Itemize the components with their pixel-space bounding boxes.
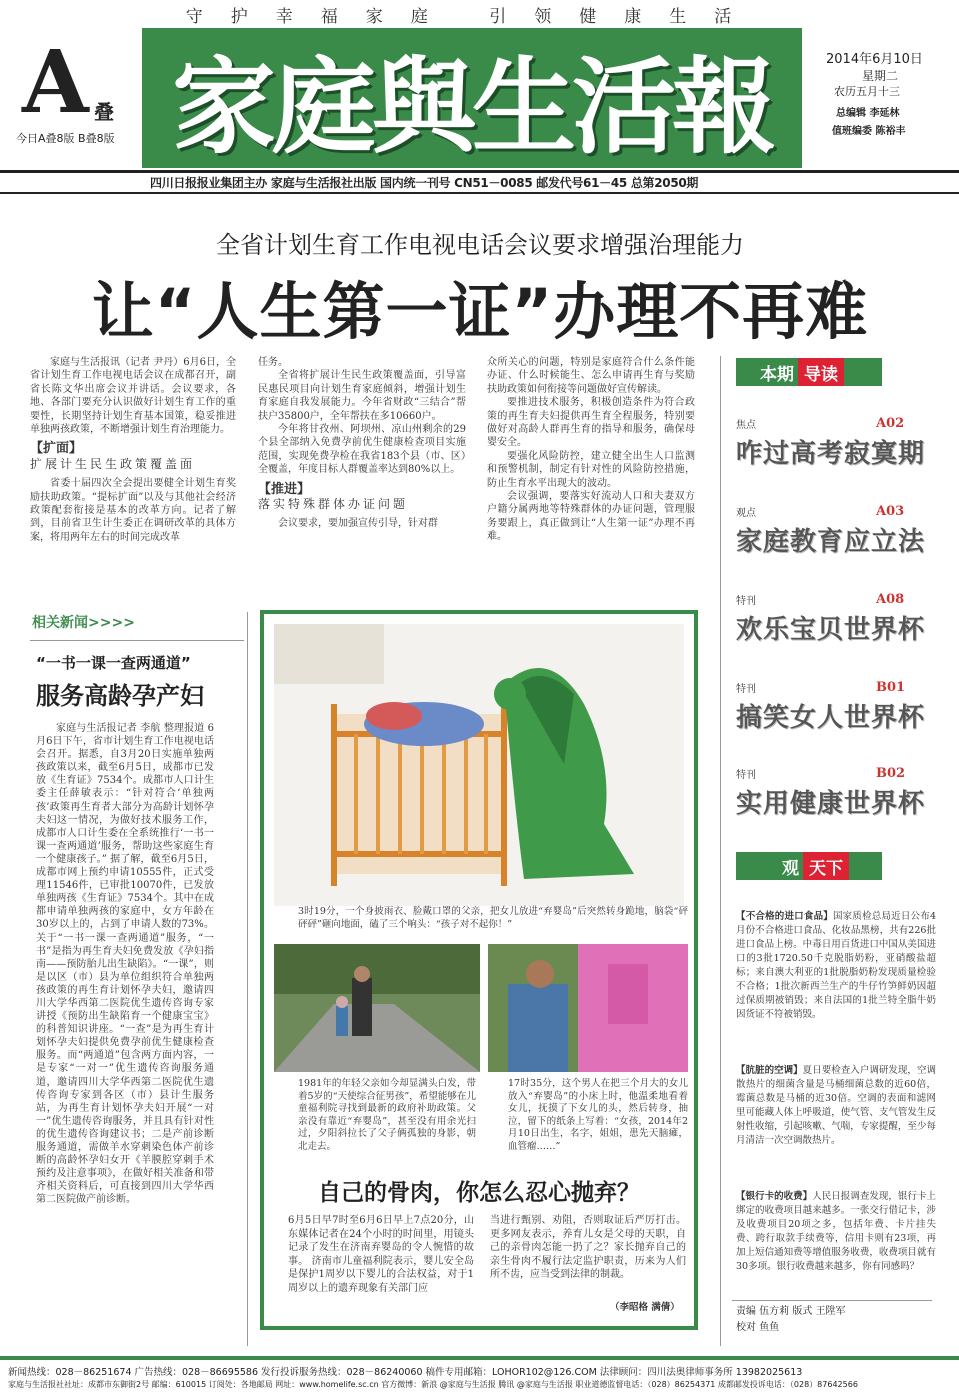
index-tag: 观点 <box>736 508 756 519</box>
index-item[interactable] <box>736 766 956 820</box>
lead-paragraph: 今年将甘孜州、阿坝州、凉山州剩余的29个县全部纳入免费孕前优生健康检查项目实施范围，实现免费孕检在我省183个县（市、区）全覆盖，年度目标人群覆盖率达到80%以上。 <box>258 424 466 476</box>
issue-date: 2014年6月10日 <box>826 52 923 67</box>
index-tag: 特刊 <box>736 684 756 695</box>
weekday: 星期二 <box>862 69 899 83</box>
world-news-body: 国家质检总局近日公布4月份不合格进口食品、化妆品黑榜，共有226批进口食品上榜。中毒日用百货进口中国从美国进口的3批1720.50千克脱脂奶粉，亚硝酸盐超标；来自澳大利亚的1批脱脂奶粉发现质量检验不合格；1批次新西兰生产的牛仔竹笋鲜奶因超过保质期被销毁；来自法国的1批兰特全脂牛奶因货证不符被销毁。 <box>736 911 936 1020</box>
crib-photo-illustration <box>274 624 684 906</box>
index-item[interactable] <box>736 680 956 734</box>
world-news-2 <box>736 1064 936 1148</box>
world-news-body: 人民日报调查发现，银行卡上绑定的收费项目越来越多。一张交行借记卡，涉及收费项目20项之多，包括年费、卡片挂失费、跨行取款手续费等，信用卡则有23项，再加上短信通知费等增值服务收费，收费项目就有30多项。银行收费越来越多，你有同感吗？ <box>736 1191 936 1272</box>
photo-caption-1: 3时19分，一个身披雨衣、脸戴口罩的父亲，把女儿放进“弃婴岛”后突然转身跪地，脑袋“砰砰砰”砸向地面，磕了三个响头：“孩子对不起你！” <box>298 906 688 930</box>
section-subheading: 落实特殊群体办证问题 <box>258 497 409 512</box>
world-header <box>736 852 882 880</box>
photo-story-body-1: 6月5日早7时至6月6日早上7点20分，山东媒体记者在24个小时的时间里，用镜头记录了发生在济南弃婴岛的令人惋惜的故事。 济南市儿童福利院表示，婴儿安全岛是保护1周岁以下婴儿的合法权益，对于1周岁以上的遗弃现象有关部门应 <box>288 1215 474 1294</box>
credits-proofreader: 校对 鱼鱼 <box>736 1322 780 1333</box>
lead-subtitle: 全省计划生育工作电视电话会议要求增强治理能力 <box>216 231 744 259</box>
photo-story-body-2: 当进行甄别、劝阻，否则取证后严厉打击。更多网友表示，养育儿女是父母的天职，自己的亲骨肉怎能一扔了之？家长抛弃自己的亲生骨肉不履行法定监护职责，历来为人们所不齿，应当受到法律的制裁。 <box>490 1215 686 1280</box>
road-photo-illustration <box>274 944 480 1072</box>
lead-paragraph: 会议要求，要加强宣传引导，针对群 <box>278 518 438 530</box>
index-tag: 焦点 <box>736 420 756 431</box>
photo-man-with-baby <box>488 944 688 1072</box>
related-kicker: “一书一课一查两通道” <box>36 654 191 672</box>
credits-editor: 责编 伍方莉 版式 王陞军 <box>736 1306 846 1317</box>
credits <box>736 1304 846 1336</box>
photo-story <box>260 610 698 1330</box>
related-title: 服务高龄孕产妇 <box>36 682 204 710</box>
column-divider <box>247 612 248 1346</box>
index-title: 咋过高考寂寞期 <box>736 439 926 469</box>
lead-paragraph: 众所关心的问题，特别是家庭符合什么条件能办证、什么时候能生、怎么申请再生育与奖励扶助政策如何衔接等问题做好宣传解读。 <box>487 357 695 395</box>
photo-caption-2: 1981年的年轻父亲如今却显满头白发，带着5岁的“天使综合征男孩”，希望能够在儿童福利院寻找到最新的政府补助政策。父亲没有靠近“弃婴岛”，甚至没有用余光扫过，夕阳斜拉长了父子俩孤独的身影，朝北走去。 <box>298 1078 476 1152</box>
photo-father-son <box>274 944 480 1072</box>
world-news-title: 【肮脏的空调】 <box>736 1065 803 1076</box>
lead-paragraph: 会议强调，要落实好流动人口和夫妻双方户籍分属两地等特殊群体的办证问题，管理服务要跟上，真正做到让“人生第一证”办理不再难。 <box>487 491 695 543</box>
world-news-title: 【银行卡的收费】 <box>736 1191 813 1202</box>
related-body <box>36 722 214 1206</box>
world-header-highlight: 天下 <box>803 852 849 880</box>
index-title: 家庭教育应立法 <box>736 527 926 557</box>
lead-headline: 让“人生第一证”办理不再难 <box>91 275 869 348</box>
footer-line-1: 新闻热线：028－86251674 广告热线：028－86695586 发行投诉服务热线：028－86240060 稿件专用邮箱：LOHOR102@126.COM 法律顾问：四川法奥律师事务所 13982025613 <box>8 1367 803 1378</box>
edition-note: 今日A叠8版 B叠8版 <box>16 132 115 145</box>
lunar-date: 农历五月十三 <box>834 85 900 98</box>
world-header-label: 观 <box>782 858 799 879</box>
edition-section: 叠 <box>94 100 114 124</box>
guide-header-highlight: 导读 <box>798 358 844 386</box>
publication-info: 四川日报报业集团主办 家庭与生活报社出版 国内统一刊号 CN51－0085 邮发代号61－45 总第2050期 <box>150 176 699 190</box>
duty-editor: 值班编委 陈裕丰 <box>832 126 906 137</box>
date-block <box>826 52 956 140</box>
top-rule <box>0 170 959 173</box>
section-heading: 【扩面】 <box>30 441 83 457</box>
guide-header-label: 本期 <box>760 364 794 385</box>
chief-editor: 总编辑 李延林 <box>836 108 900 119</box>
index-page: A02 <box>876 416 905 431</box>
section-subheading: 扩展计生民生政策覆盖面 <box>30 456 196 471</box>
index-tag: 特刊 <box>736 770 756 781</box>
world-news-3 <box>736 1190 936 1274</box>
index-tag: 特刊 <box>736 596 756 607</box>
photo-baby-island <box>274 624 684 906</box>
slogan: 守护幸福家庭 引领健康生活 <box>185 7 760 27</box>
related-rule <box>30 640 244 641</box>
lead-column-2 <box>258 356 466 531</box>
photo-story-title: 自己的骨肉，你怎么忍心抛弃？ <box>318 1180 640 1206</box>
photo-byline: （李昭格 满倩） <box>610 1302 680 1313</box>
related-paragraph: 家庭与生活报记者 李航 整理报道 6月6日下午，省市计划生育工作电视电话会召开。据悉，自3月20日实施单独两孩政策以来，截至6月5日，成都市已发放《生育证》7534个。成都市人口计生委主任薛敏表示：“针对符合‘单独两孩’政策再生育者大部分为高龄计划怀孕夫妇这一情况，为做好技术服务工作，成都市人口计生委在全系统推行‘一书一课一查两通道’服务，帮助这些家庭生育一个健康孩子。” 据了解，截至6月5日，成都市网上预约申请10555件，正式受理11546件，已审批10070件，已发放单独两孩《生育证》7534个。其中在成都申请单独两孩的家庭中，女方年龄在30岁以上的，占到了申请人数的73%。 关于“一书一课一查两通道”服务，“一书”是指为再生育夫妇免费发放《孕妇指南——预防胎儿出生缺陷》。“一课”，则是以区（市）县为单位组织符合单独两孩政策的再生育计划怀孕夫妇，邀请四川大学华西第二医院优生遗传咨询专家讲授《预防出生缺陷育一个健康宝宝》的科普知识讲座。“一查”是为再生育计划怀孕夫妇提供免费孕前优生健康检查服务。而“两通道”包含两方面内容，一是专家“一对一”优生遗传咨询服务通道，邀请四川大学华西第二医院优生遗传咨询专家到各区（市）县计生服务站，为再生育计划怀孕夫妇开展“一对一”优生遗传咨询服务，并且具有针对性的优生遗传咨询建议书；二是产前诊断服务通道，需做羊水穿刺染色体产前诊断的高龄怀孕妇女开《羊膜腔穿刺手术预约及注意事项》，在做好相关准备和带齐相关资料后，可直接到四川大学华西第二医院做产前诊断。 <box>36 723 214 1206</box>
world-news-title: 【不合格的进口食品】 <box>736 911 833 922</box>
index-page: A08 <box>876 592 905 607</box>
index-title: 实用健康世界杯 <box>736 789 926 819</box>
edition-letter: A <box>22 32 89 133</box>
lead-paragraph: 家庭与生活报讯（记者 尹丹）6月6日，全省计划生育工作电视电话会议在成都召开，副省长陈文华出席会议并讲话。会议要求，各地、各部门要充分认识做好计划生育工作的重要性，长期坚持计划生育基本国策，稳妥推进单独两孩政策，不断增强计划生育治理能力。 <box>30 357 236 436</box>
photo-caption-3: 17时35分，这个男人在把三个月大的女儿放入“弃婴岛”的小床上时，他温柔地看着女儿，抚摸了下女儿的头，然后转身，抽泣，留下的纸条上写着：“女孩，2014年2月10日出生，名字，姐姐，患先天脑瘫，血管瘤……” <box>508 1078 688 1152</box>
section-heading: 【推进】 <box>258 481 311 497</box>
world-news-body: 夏日要检查入户调研发现，空调散热片的细菌含量是马桶细菌总数的近60倍，霉菌总数是马桶的近30倍。空调的表面和滤网里可能藏人体上呼吸道，使气管、支气管发生反射性收缩，引起咳嗽、气喘，专家提醒，至少每月清洁一次空调散热片。 <box>736 1065 936 1146</box>
index-page: A03 <box>876 504 905 519</box>
index-item[interactable] <box>736 504 956 558</box>
guide-header <box>736 358 882 386</box>
lead-paragraph: 全省将扩展计生民生政策覆盖面，引导富民惠民项目向计划生育家庭倾斜，增强计划生育家庭自我发展能力。今年省财政“三结合”帮扶户35800户，全年帮扶在多10660户。 <box>258 370 466 422</box>
index-item[interactable] <box>736 416 956 470</box>
column-divider <box>720 356 721 1346</box>
index-page: B02 <box>876 766 906 781</box>
lead-paragraph: 省委十届四次全会提出要健全计划生育奖励扶助政策。“提标扩面”以及与其他社会经济政策配套衔接是基本的改革方向。记者了解到，目前省卫生计生委正在调研改革的具体方案，将用两年左右的时间完成改革 <box>30 478 236 543</box>
lead-column-1 <box>30 356 236 544</box>
related-news-label: 相关新闻>>>> <box>32 615 135 631</box>
door-photo-illustration <box>488 944 688 1072</box>
credits-rule <box>732 1300 932 1301</box>
index-title: 欢乐宝贝世界杯 <box>736 615 926 645</box>
world-news-1 <box>736 910 936 1022</box>
index-page: B01 <box>876 680 906 695</box>
footer-rule <box>0 1356 959 1360</box>
info-rule <box>0 192 959 194</box>
lead-paragraph: 要推进技术服务，积极创造条件为符合政策的再生育夫妇提供再生育全程服务，特别要做好对高龄人群再生育的指导和服务，确保母婴安全。 <box>487 397 695 449</box>
masthead-logo: 家庭與生活報 <box>142 28 802 168</box>
index-title: 搞笑女人世界杯 <box>736 703 926 733</box>
footer-line-2: 家庭与生活报社社址：成都市东御街2号 邮编：610015 订阅处：各地邮局 网址：www.homelife.sc.cn 官方微博：新浪 @家庭与生活报 腾讯 @家庭与生活报 职业道德监督电话：（028）86254371 成都邮发投诉电话：（028）87642566 <box>8 1380 858 1389</box>
lead-paragraph: 要强化风险防控，建立健全出生人口监测和预警机制，制定有针对性的风险防控措施，防止生育水平出现大的波动。 <box>487 450 695 489</box>
lead-column-3 <box>487 356 695 544</box>
index-item[interactable] <box>736 592 956 646</box>
lead-paragraph: 任务。 <box>258 357 288 368</box>
